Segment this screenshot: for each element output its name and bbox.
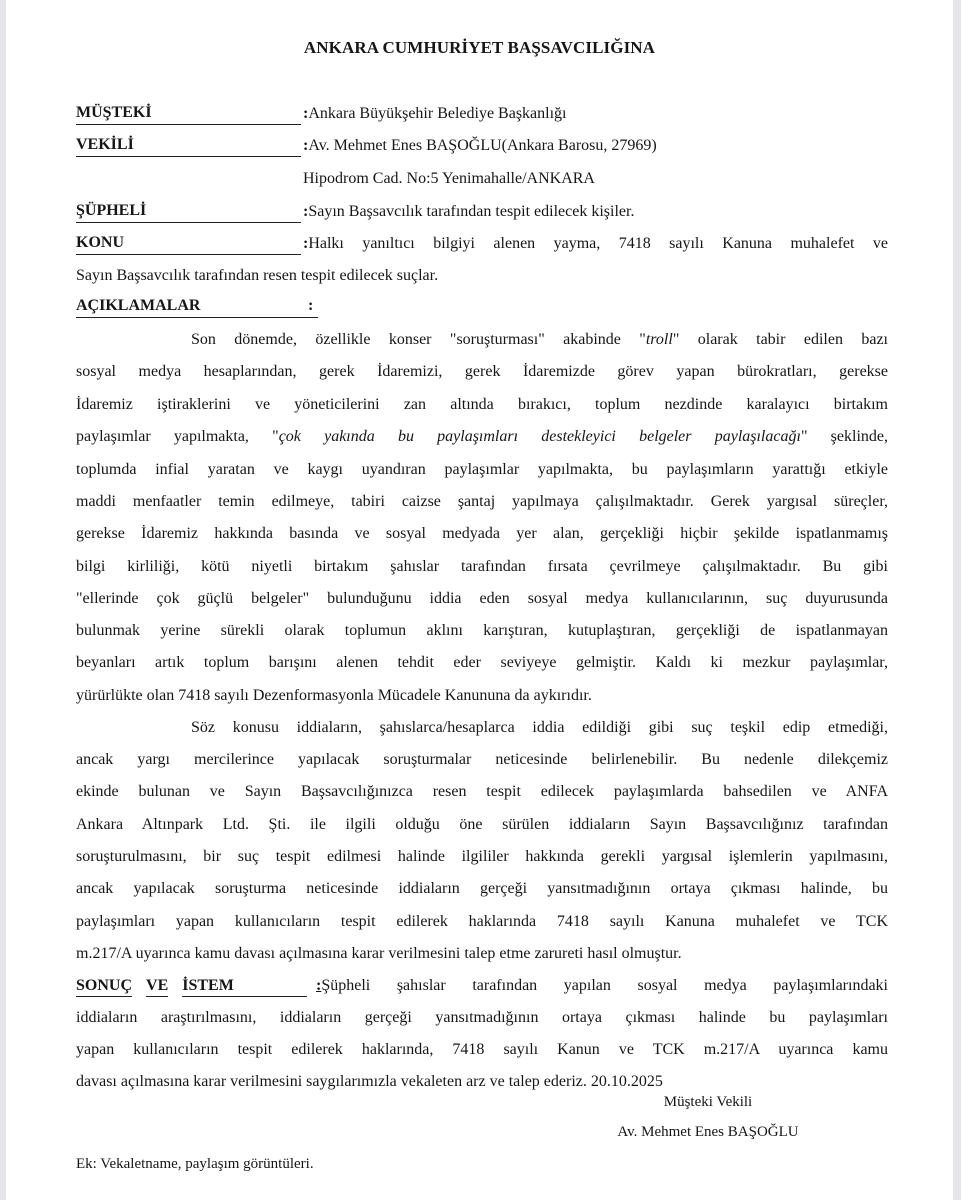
field-vekili-address [76,167,888,191]
field-value-supheli: Sayın Başsavcılık tarafından tespit edilecek kişiler. [308,203,635,220]
paragraph1-line: İdaremiz iştiraklerini ve yöneticilerini zan altında bırakıcı, toplum nezdinde karalayıcı birtakım [76,396,888,413]
field-supheli: ŞÜPHELİ :Sayın Başsavcılık tarafından tespit edilecek kişiler. [76,200,888,224]
paragraph1-line: toplumda infial yaratan ve kaygı uyandıran paylaşımlar yapılmakta, bu paylaşımların yarattığı etkiyle [76,461,888,478]
signature-name: Av. Mehmet Enes BAŞOĞLU [617,1124,799,1140]
field-value-konu: Halkı yanıltıcı bilgiyi alenen yayma, 7418 sayılı Kanuna muhalefet ve [308,235,888,252]
paragraph2-line: ekinde bulunan ve Sayın Başsavcılığınızca resen tespit edilecek paylaşımlarda bahsedilen ve ANFA [76,783,888,800]
paragraph2-line: paylaşımları yapan kullanıcıların tespit edilerek haklarında 7418 sayılı Kanuna muhalefet ve TCK [76,913,888,930]
field-konu-cont: Sayın Başsavcılık tarafından resen tespit edilecek suçlar. [76,267,439,284]
paragraph1-line: beyanları artık toplum barışını alenen tehdit eder seviyeye gelmiştir. Kaldı ki mezkur paylaşımlar, [76,654,888,671]
paragraph2-line: ancak yapılacak soruşturma neticesinde iddiaların gerçeği yansıtmadığının ortaya çıkması halinde, bu [76,880,888,897]
field-label-supheli: ŞÜPHELİ [76,200,301,223]
section-label-sonuc-w2: VE [146,975,168,997]
paragraph2-line: m.217/A uyarınca kamu davası açılmasına karar verilmesini talep etme zarureti hasıl olmuştur. [76,945,682,962]
sonuc-text: Şüpheli şahıslar tarafından yapılan sosyal medya paylaşımlarındaki [321,977,888,994]
field-label-musteki: MÜŞTEKİ [76,102,301,125]
paragraph2-line: Ankara Altınpark Ltd. Şti. ile ilgili olduğu öne sürülen iddiaların Sayın Başsavcılığınız tarafından [76,816,888,833]
field-label-vekili: VEKİLİ [76,134,301,157]
field-vekili: VEKİLİ :Av. Mehmet Enes BAŞOĞLU(Ankara Barosu, 27969) [76,134,888,158]
document-title: ANKARA CUMHURİYET BAŞSAVCILIĞINA [303,38,656,57]
sonuc-line: davası açılmasına karar verilmesini saygılarımızla vekaleten arz ve talep ederiz. 20.10.2025 [76,1073,663,1090]
field-konu: KONU :Halkı yanıltıcı bilgiyi alenen yayma, 7418 sayılı Kanuna muhalefet ve [76,232,888,256]
paragraph2-line: ancak yargı mercilerince yapılacak soruşturmalar neticesinde belirlenebilir. Bu nedenle dilekçemiz [76,751,888,768]
paragraph2-line: soruşturulmasını, bir suç tespit edilmesi halinde ilgililer hakkında gerekli yargısal işlemlerin yapılmasını, [76,848,888,865]
section-label-sonuc-w1: SONUÇ [76,975,132,997]
signature-role: Müşteki Vekili [663,1094,753,1110]
paragraph1-line: paylaşımlar yapılmakta, "çok yakında bu paylaşımları destekleyici belgeler paylaşılacağı" şeklinde, [76,428,888,445]
paragraph1-line: Son dönemde, özellikle konser "soruşturması" akabinde "troll" olarak tabir edilen bazı [191,331,889,348]
field-label-konu: KONU [76,232,301,255]
field-musteki: MÜŞTEKİ :Ankara Büyükşehir Belediye Başkanlığı [76,102,888,126]
attachments-note: Ek: Vekaletname, paylaşım görüntüleri. [76,1156,314,1172]
paragraph1-line: bulunmak yerine sürekli olarak toplumun aklını karıştıran, kutuplaştıran, gerçekliği de ispatlanmayan [76,622,888,639]
field-value-musteki: Ankara Büyükşehir Belediye Başkanlığı [308,105,567,122]
section-aciklamalar: AÇIKLAMALAR : [76,295,888,319]
section-sonuc: SONUÇ VE İSTEM :Şüpheli şahıslar tarafından yapılan sosyal medya paylaşımlarındaki [76,974,888,998]
paragraph1-line: "ellerinde çok güçlü belgeler" bulunduğunu iddia eden sosyal medya kullanıcılarının, suç duyurusunda [76,590,888,607]
paragraph1-line: gerekse İdaremiz hakkında basında ve sosyal medyada yer alan, gerçekliği hiçbir şekilde ispatlanmamış [76,525,888,542]
section-label-aciklamalar: AÇIKLAMALAR [76,297,201,314]
paragraph1-line: yürürlükte olan 7418 sayılı Dezenformasyonla Mücadele Kanununa da aykırıdır. [76,687,592,704]
sonuc-line: yapan kullanıcıların tespit edilerek haklarında, 7418 sayılı Kanun ve TCK m.217/A uyarınca kamu [76,1041,888,1058]
paragraph1-line: bilgi kirliliği, kötü niyetli birtakım şahıslar tarafından fırsata çevrilmeye çalışılmaktadır. Bu gibi [76,558,888,575]
section-label-sonuc-w3: İSTEM [182,975,307,997]
petition-page [6,0,953,1200]
paragraph1-line: sosyal medya hesaplarından, gerek İdaremizi, gerek İdaremizde görev yapan bürokratları, gerekse [76,363,888,380]
vekili-address: Hipodrom Cad. No:5 Yenimahalle/ANKARA [303,170,595,187]
sonuc-line: iddiaların araştırılmasını, iddiaların gerçeği yansıtmadığının ortaya çıkması halinde bu paylaşımları [76,1009,888,1026]
field-value-vekili: Av. Mehmet Enes BAŞOĞLU(Ankara Barosu, 27969) [308,137,657,154]
paragraph1-line: maddi menfaatler temin edilmeye, tabiri caizse şantaj yapılmaya çalışılmaktadır. Gerek yargısal süreçler, [76,493,888,510]
paragraph2-line: Söz konusu iddiaların, şahıslarca/hesaplarca iddia edildiği gibi suç teşkil edip etmediği, [191,719,888,736]
